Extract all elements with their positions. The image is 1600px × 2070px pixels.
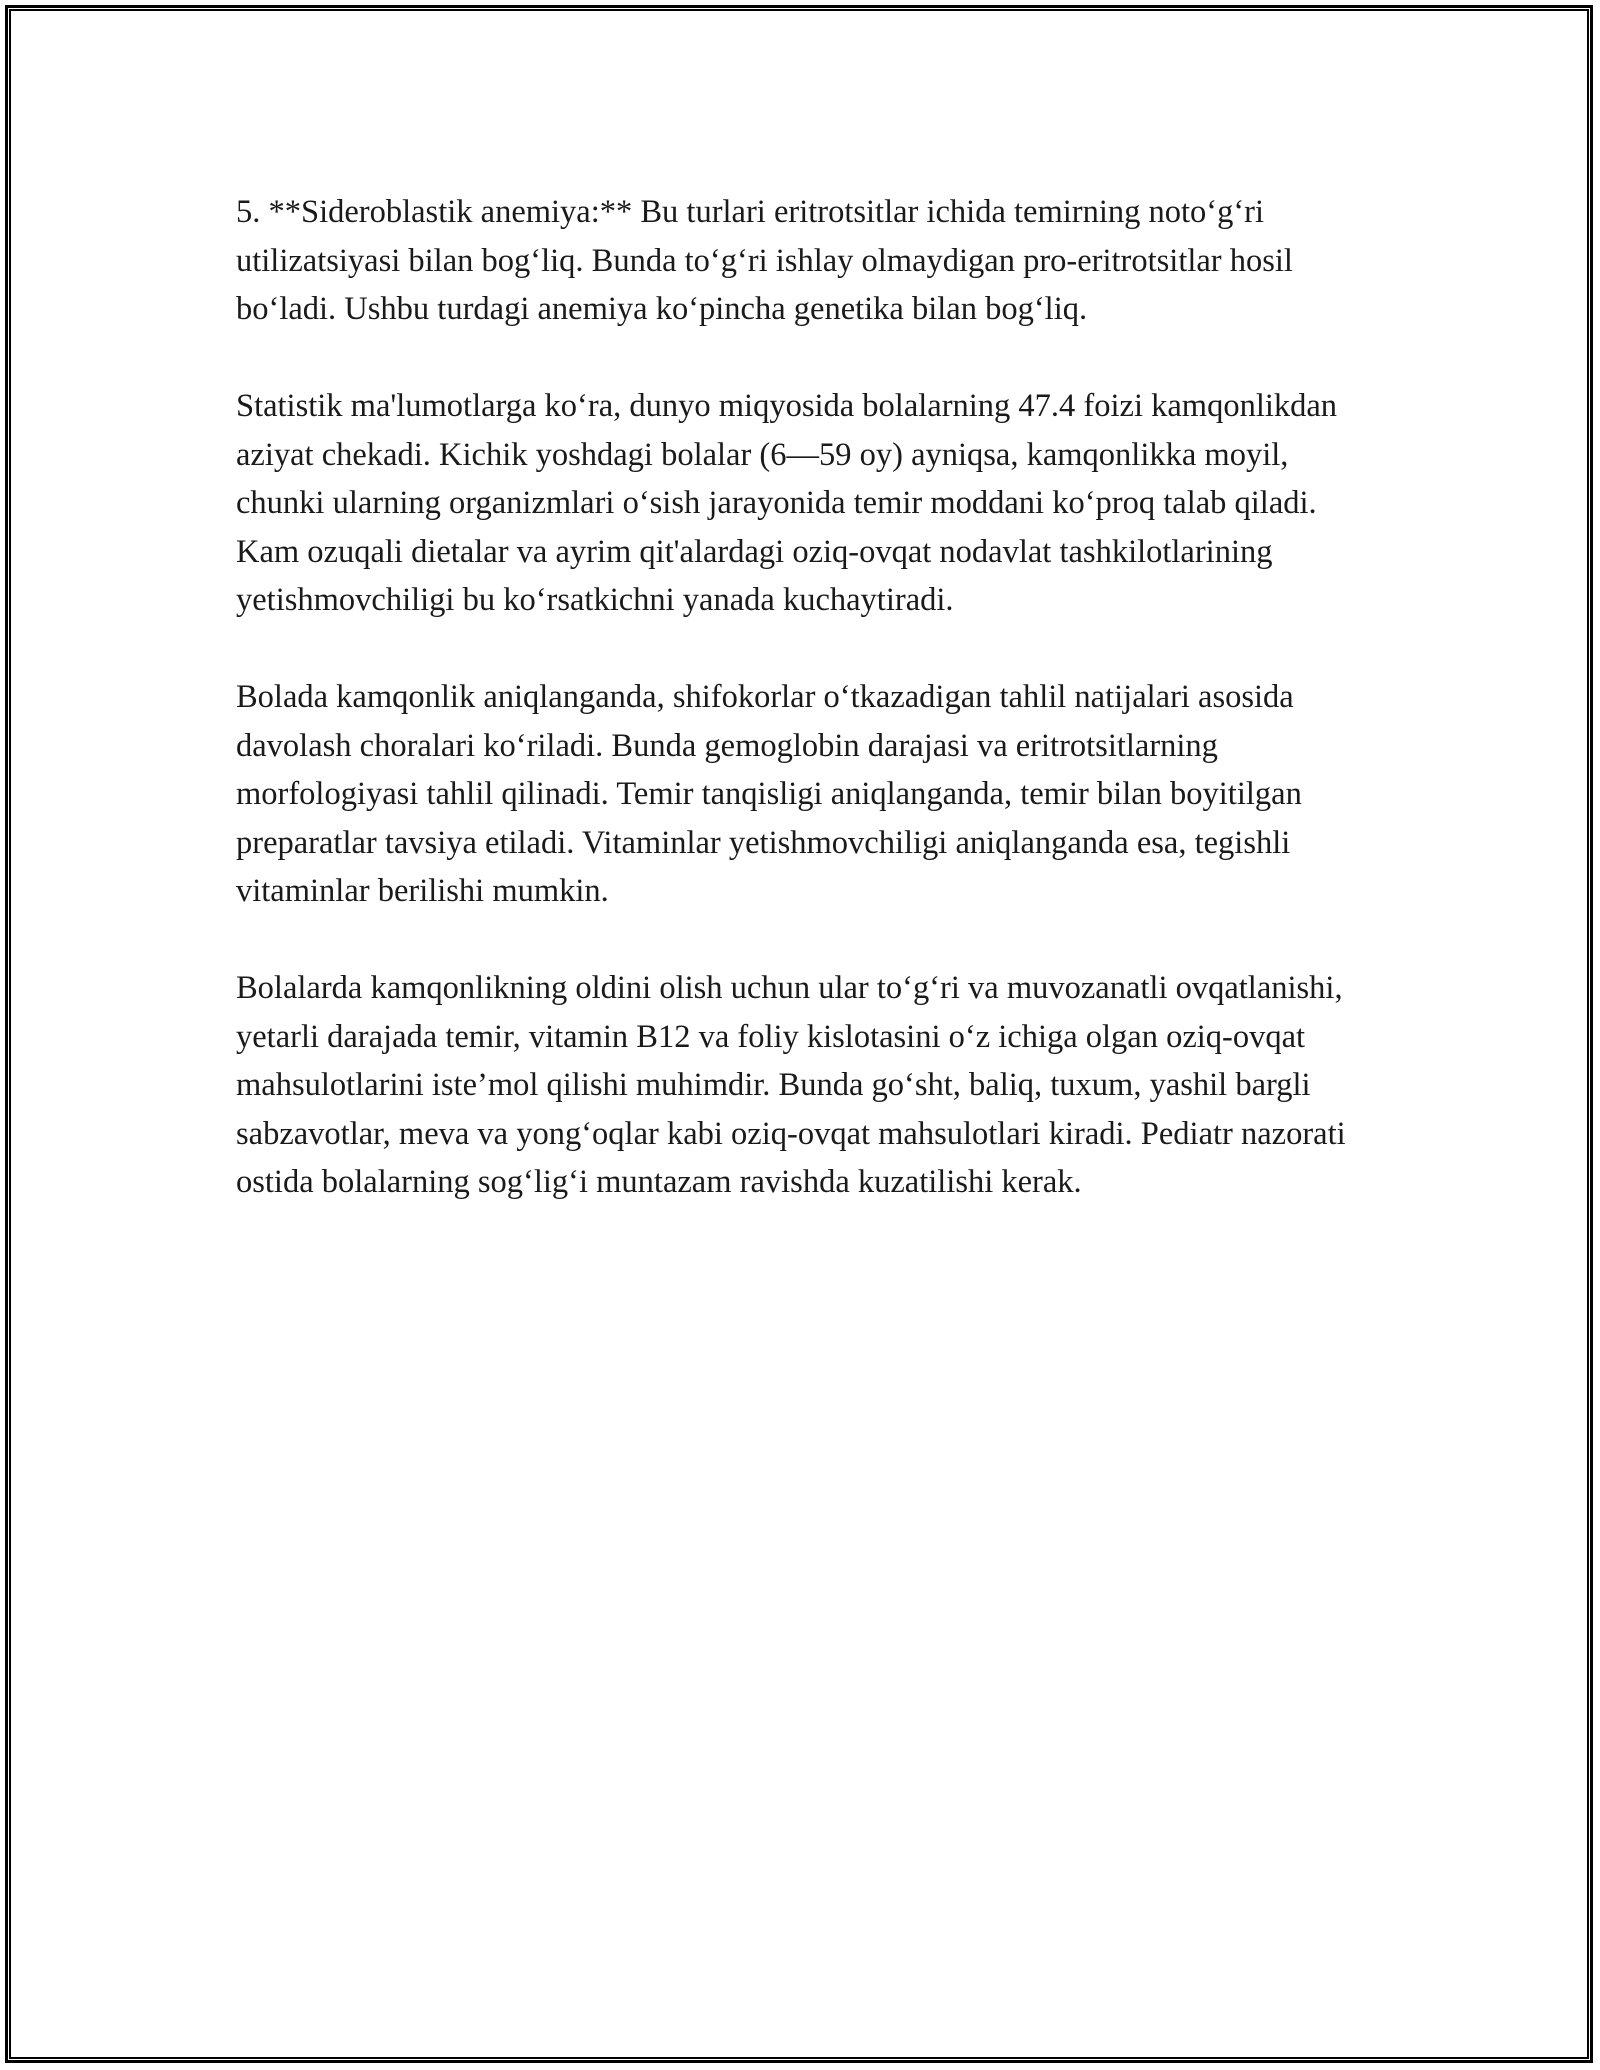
document-body (236, 188, 1360, 1255)
paragraph-statistics: Statistik ma'lumotlarga ko‘ra, dunyo miqyosida bolalarning 47.4 foizi kamqonlikdan aziyat chekadi. Kichik yoshdagi bolalar (6—59 oy) ayniqsa, kamqonlikka moyil, chunki ularning organizmlari o‘sish jarayonida temir moddani ko‘proq talab qiladi. Kam ozuqali dietalar va ayrim qit'alardagi oziq-ovqat nodavlat tashkilotlarining yetishmovchiligi bu ko‘rsatkichni yanada kuchaytiradi. (236, 388, 1338, 618)
paragraph-prevention: Bolalarda kamqonlikning oldini olish uchun ular to‘g‘ri va muvozanatli ovqatlanishi, yetarli darajada temir, vitamin B12 va foliy kislotasini o‘z ichiga olgan oziq-ovqat mahsulotlarini iste’mol qilishi muhimdir. Bunda go‘sht, baliq, tuxum, yashil bargli sabzavotlar, meva va yong‘oqlar kabi oziq-ovqat mahsulotlari kiradi. Pediatr nazorati ostida bolalarning sog‘lig‘i muntazam ravishda kuzatilishi kerak. (236, 970, 1346, 1200)
paragraph-sideroblastic-anemia: 5. **Sideroblastik anemiya:** Bu turlari eritrotsitlar ichida temirning noto‘g‘ri utilizatsiyasi bilan bog‘liq. Bunda to‘g‘ri ishlay olmaydigan pro-eritrotsitlar hosil bo‘ladi. Ushbu turdagi anemiya ko‘pincha genetika bilan bog‘liq. (236, 194, 1293, 327)
paragraph-diagnosis-treatment: Bolada kamqonlik aniqlanganda, shifokorlar o‘tkazadigan tahlil natijalari asosida davolash choralari ko‘riladi. Bunda gemoglobin darajasi va eritrotsitlarning morfologiyasi tahlil qilinadi. Temir tanqisligi aniqlanganda, temir bilan boyitilgan preparatlar tavsiya etiladi. Vitaminlar yetishmovchiligi aniqlanganda esa, tegishli vitaminlar berilishi mumkin. (236, 679, 1302, 909)
